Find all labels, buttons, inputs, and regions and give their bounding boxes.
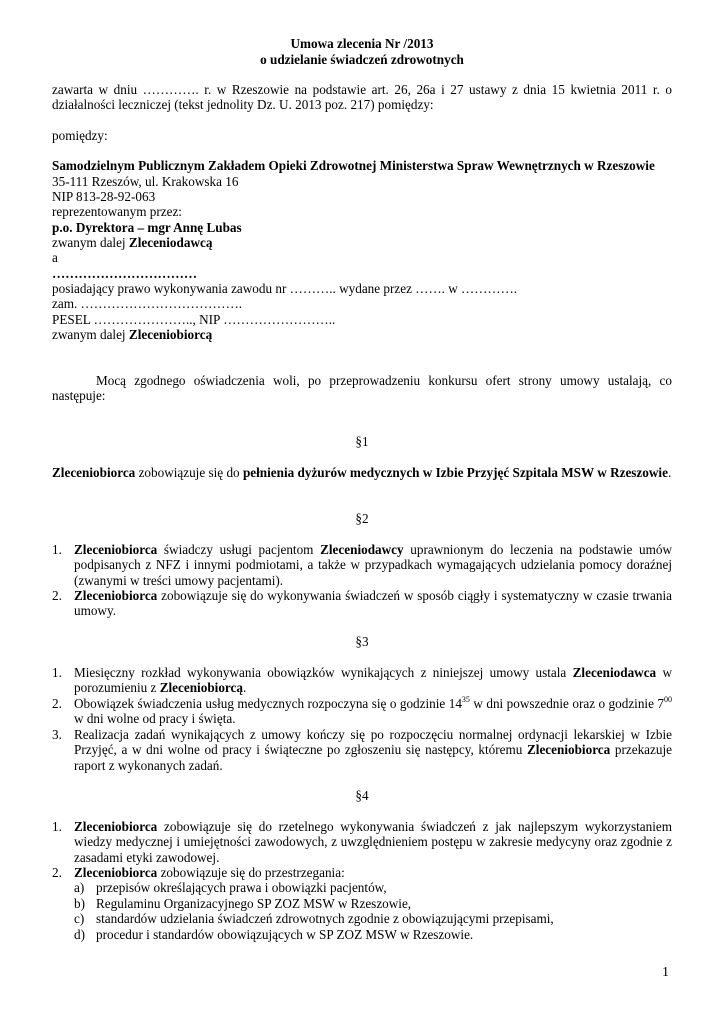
party2-name: …………………………… [52, 266, 198, 281]
list-number: 2. [52, 696, 62, 711]
section-4-item-1 [74, 819, 672, 865]
party1-called [52, 235, 212, 250]
party1-director: p.o. Dyrektora – mgr Annę Lubas [52, 220, 242, 235]
text-span: zobowiązuje się do przestrzegania: [157, 865, 345, 880]
superscript: 00 [664, 695, 672, 704]
page-number: 1 [662, 965, 669, 980]
text-span: . [667, 465, 672, 480]
text-span: uprawnionym do leczenia na podstawie umów podpisanych z NFZ i innymi podmiotami, a także w przypadkach wymagających udzielania pomocy doraźnej (zwanymi w treści umowy pacjentami). [74, 542, 673, 588]
intro-paragraph: zawarta w dniu …………. r. w Rzeszowie na podstawie art. 26, 26a i 27 ustawy z dnia 15 kwietnia 2011 r. o działalności leczniczej (tekst jednolity Dz. U. 2013 poz. 217) pomiędzy: [52, 82, 672, 113]
section-2-item-2 [74, 588, 672, 619]
bold-term: Zleceniodawca [572, 665, 657, 680]
list-number: 2. [52, 588, 62, 603]
text-span: przekazuje raport z wykonanych zadań. [74, 742, 672, 773]
preamble [52, 373, 672, 404]
text-span: Miesięczny rozkład wykonywania obowiązków wynikających z niniejszej umowy ustala [74, 665, 573, 680]
sub-item-text: procedur i standardów obowiązujących w SP ZOZ MSW w Rzeszowie. [96, 927, 474, 942]
text-span: świadczy usługi pacjentom [157, 542, 321, 557]
party1-address: 35-111 Rzeszów, ul. Krakowska 16 [52, 174, 239, 189]
sub-item-label: a) [74, 880, 85, 895]
text-span: Obowiązek świadczenia usług medycznych rozpoczyna się o godzinie 14 [74, 696, 462, 711]
section-1-text [52, 465, 672, 480]
text-span: w dni wolne od pracy i święta. [74, 711, 236, 727]
section-2-heading: §2 [355, 511, 369, 526]
sub-item-label: d) [74, 927, 85, 942]
party2-called [52, 327, 212, 342]
called-prefix: zwanym dalej [52, 327, 129, 342]
text-span: zobowiązuje się do wykonywania świadczeń w sposób ciągły i systematyczny w czasie trwania umowy. [74, 588, 672, 619]
list-number: 2. [52, 865, 62, 880]
bold-term: Zleceniobiorca [526, 742, 611, 758]
and-label: a [52, 250, 58, 265]
section-3-item-2 [74, 696, 672, 727]
list-number: 1. [52, 665, 62, 680]
list-number: 1. [52, 542, 62, 557]
sub-item-text: Regulaminu Organizacyjnego SP ZOZ MSW w Rzeszowie, [96, 896, 412, 911]
section-3-item-3 [74, 727, 672, 773]
party1-represented: reprezentowanym przez: [52, 204, 182, 219]
list-number: 1. [52, 819, 62, 834]
sub-item-label: c) [74, 911, 85, 926]
text-span: zobowiązuje się do rzetelnego wykonywania świadczeń z jak najlepszym wykorzystaniem wiedzy medycznej i umiejętności zawodowych, z uwzględnieniem postępu w zakresie medycyny oraz zgodnie z zasadami etyki zawodowej. [74, 819, 672, 865]
text-span: w porozumieniu z [74, 665, 672, 696]
section-2-item-1 [74, 542, 672, 588]
bold-term: pełnienia dyżurów medycznych w Izbie Przyjęć Szpitala MSW w Rzeszowie [242, 465, 668, 480]
sub-item-text: standardów udzielania świadczeń zdrowotnych zgodnie z obowiązującymi przepisami, [96, 911, 554, 926]
party2-address: zam. ………………………………. [52, 296, 243, 311]
called-name: Zleceniodawcą [128, 235, 213, 250]
party1-nip: NIP 813-28-92-063 [52, 189, 156, 204]
party2-ids: PESEL ………………….., NIP …………………….. [52, 312, 336, 327]
section-4-item-2 [74, 865, 672, 880]
section-3-item-1 [74, 665, 672, 696]
text-span: zobowiązuje się do [135, 465, 243, 480]
party2-license: posiadający prawo wykonywania zawodu nr ……….. wydane przez ……. w …………. [52, 281, 518, 296]
text-span: w dni powszednie oraz o godzinie 7 [469, 696, 664, 711]
section-1-heading: §1 [355, 434, 369, 449]
preamble-text: Mocą zgodnego oświadczenia woli, po przeprowadzeniu konkursu ofert strony umowy ustalają, co następuje: [52, 373, 672, 404]
contract-title: Umowa zlecenia Nr /2013 [290, 36, 434, 51]
superscript: 35 [461, 695, 470, 704]
section-3-heading: §3 [355, 634, 369, 649]
bold-term: Zleceniobiorca [74, 819, 158, 834]
between-label: pomiędzy: [52, 128, 108, 143]
contract-subtitle: o udzielanie świadczeń zdrowotnych [260, 52, 464, 67]
called-prefix: zwanym dalej [52, 235, 129, 250]
list-number: 3. [52, 727, 62, 742]
sub-item-text: przepisów określających prawa i obowiązki pacjentów, [96, 880, 387, 895]
bold-term: Zleceniobiorca [74, 542, 158, 557]
bold-term: Zleceniobiorca [74, 588, 158, 603]
bold-term: Zleceniobiorca [74, 865, 158, 880]
text-span: . [242, 680, 247, 696]
text-span: Realizacja zadań wynikających z umowy kończy się po rozpoczęciu normalnej ordynacji lekarskiej w Izbie Przyjęć, a w dni wolne od pracy i świąteczne po zgłoszeniu się następcy, któremu [74, 727, 672, 758]
section-4-heading: §4 [355, 788, 369, 803]
party1-name: Samodzielnym Publicznym Zakładem Opieki Zdrowotnej Ministerstwa Spraw Wewnętrznych w Rzeszowie [52, 158, 655, 173]
called-name: Zleceniobiorcą [128, 327, 213, 342]
bold-term: Zleceniobiorcą [159, 680, 243, 696]
sub-item-label: b) [74, 896, 85, 911]
bold-term: Zleceniodawcy [320, 542, 404, 557]
bold-term: Zleceniobiorca [52, 465, 136, 480]
